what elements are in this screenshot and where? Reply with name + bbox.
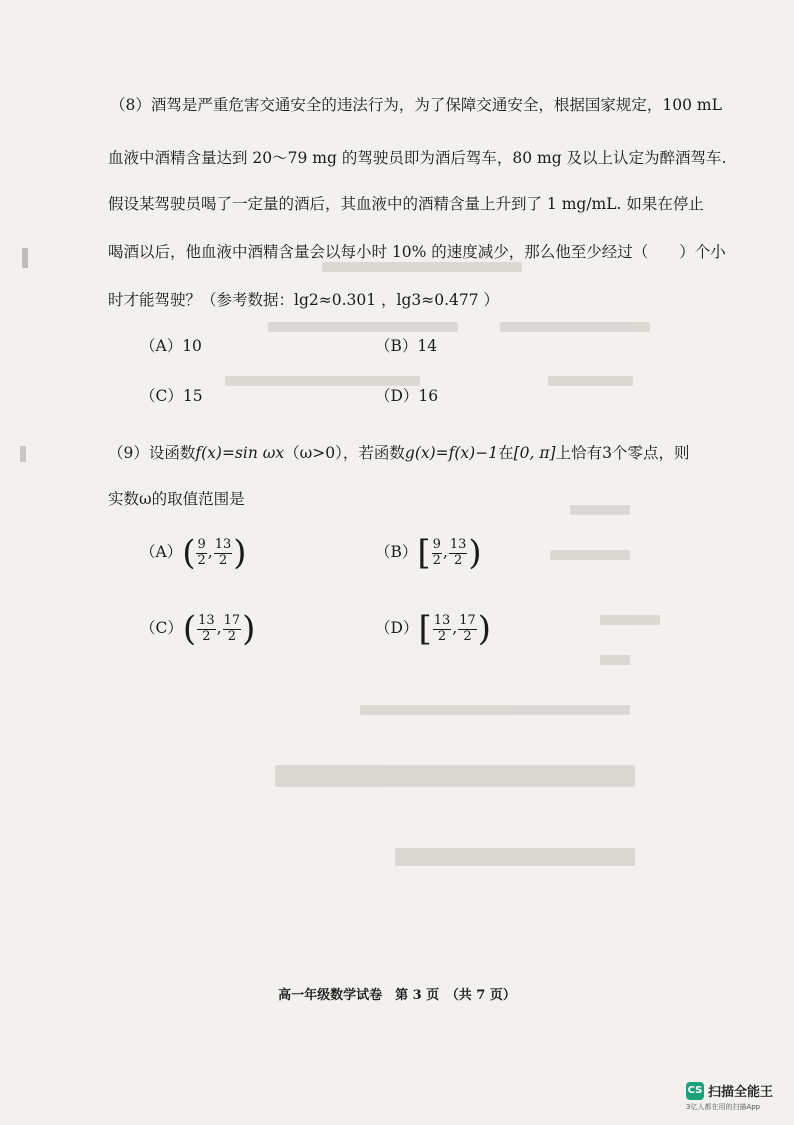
close-bracket: ) (242, 609, 256, 649)
fraction-upper (449, 538, 468, 568)
choice-label: （B） (375, 543, 418, 561)
q8-choice-c: （C）15 (140, 387, 203, 405)
fraction-numerator: 13 (449, 537, 467, 553)
page-footer: 高一年级数学试卷 第 3 页 （共 7 页） (278, 988, 516, 1003)
fraction-denominator: 2 (197, 552, 206, 568)
q9-choice-a: （A）( $\frac{9}{2}$ , $\frac{13}{2}$ ) (140, 533, 247, 573)
q9-condition: （ω>0） (284, 444, 343, 462)
q9-function-g: g(x)=f(x)−1 (404, 444, 499, 462)
fraction-numerator: 9 (197, 537, 206, 553)
binding-mark (22, 248, 28, 268)
q9-mid: ，若函数 (342, 444, 405, 462)
fraction-numerator: 17 (459, 613, 476, 629)
fraction-upper (214, 538, 233, 568)
camscanner-icon: CS (686, 1082, 704, 1100)
fraction-numerator: 13 (214, 537, 232, 553)
fraction-denominator: 2 (463, 628, 472, 644)
q9-suffix: 上恰有3个零点，则 (555, 444, 690, 462)
q9-choice-b: （B）[ $\frac{9}{2}$ , $\frac{13}{2}$ ) (375, 533, 482, 573)
fraction-denominator: 2 (227, 628, 237, 644)
fraction-numerator: 13 (198, 613, 215, 629)
q9-line-2: 实数ω的取值范围是 (108, 490, 245, 508)
fraction-denominator: 2 (218, 552, 228, 568)
q8-choice-a: （A）10 (140, 337, 202, 355)
fraction-denominator: 2 (432, 552, 441, 568)
fraction-lower (432, 538, 442, 568)
fraction-lower (433, 614, 452, 644)
fraction-lower (196, 538, 206, 568)
fraction-denominator: 2 (437, 628, 447, 644)
open-bracket: [ (417, 533, 431, 573)
q8-choice-d: （D）16 (375, 387, 439, 405)
binding-mark (20, 446, 26, 462)
watermark-tagline: 3亿人都在用的扫描App (686, 1103, 761, 1111)
close-bracket: ) (468, 533, 482, 573)
open-bracket: ( (182, 609, 197, 649)
fraction-denominator: 2 (454, 552, 463, 568)
open-bracket: ( (182, 533, 196, 573)
q8-line-2: 血液中酒精含量达到 20～79 mg 的驾驶员即为酒后驾车，80 mg 及以上认定为醉酒驾车. (108, 149, 727, 167)
q8-line-1: （8）酒驾是严重危害交通安全的违法行为，为了保障交通安全，根据国家规定，100 mL (110, 96, 722, 114)
fraction-numerator: 13 (433, 613, 451, 629)
fraction-upper (223, 614, 242, 644)
fraction-numerator: 9 (432, 537, 441, 553)
watermark-brand: 扫描全能王 (708, 1085, 774, 1100)
fraction-numerator: 17 (223, 613, 241, 629)
q8-line-5: 时才能驾驶？（参考数据：lg2≈0.301 ，lg3≈0.477 ） (108, 291, 500, 309)
scanner-watermark (686, 1081, 773, 1100)
q9-choice-d: （D）[ $\frac{13}{2}$ , $\frac{17}{2}$ ) (375, 609, 491, 649)
q9-interval: [0, π] (513, 444, 556, 462)
choice-label: （A） (140, 543, 183, 561)
q9-prefix: （9）设函数 (108, 444, 196, 462)
q8-choice-b: （B）14 (375, 337, 438, 355)
q8-line-3: 假设某驾驶员喝了一定量的酒后，其血液中的酒精含量上升到了 1 mg/mL. 如果在停止 (108, 195, 704, 213)
q9-function-f: f(x)=sin ωx (195, 444, 285, 462)
close-bracket: ) (233, 533, 247, 573)
fraction-denominator: 2 (202, 628, 211, 644)
fraction-upper (458, 614, 477, 644)
q9-choice-c: （C）( $\frac{13}{2}$ , $\frac{17}{2}$ ) (140, 609, 256, 649)
choice-label: （C） (140, 619, 183, 637)
close-bracket: ) (477, 609, 491, 649)
open-bracket: [ (418, 609, 432, 649)
q9-line-1 (108, 441, 689, 463)
q8-line-4: 喝酒以后，他血液中酒精含量会以每小时 10% 的速度减少，那么他至少经过（ ）个小 (108, 243, 726, 261)
fraction-lower (197, 614, 216, 644)
q9-in: 在 (498, 444, 514, 462)
choice-label: （D） (375, 619, 419, 637)
